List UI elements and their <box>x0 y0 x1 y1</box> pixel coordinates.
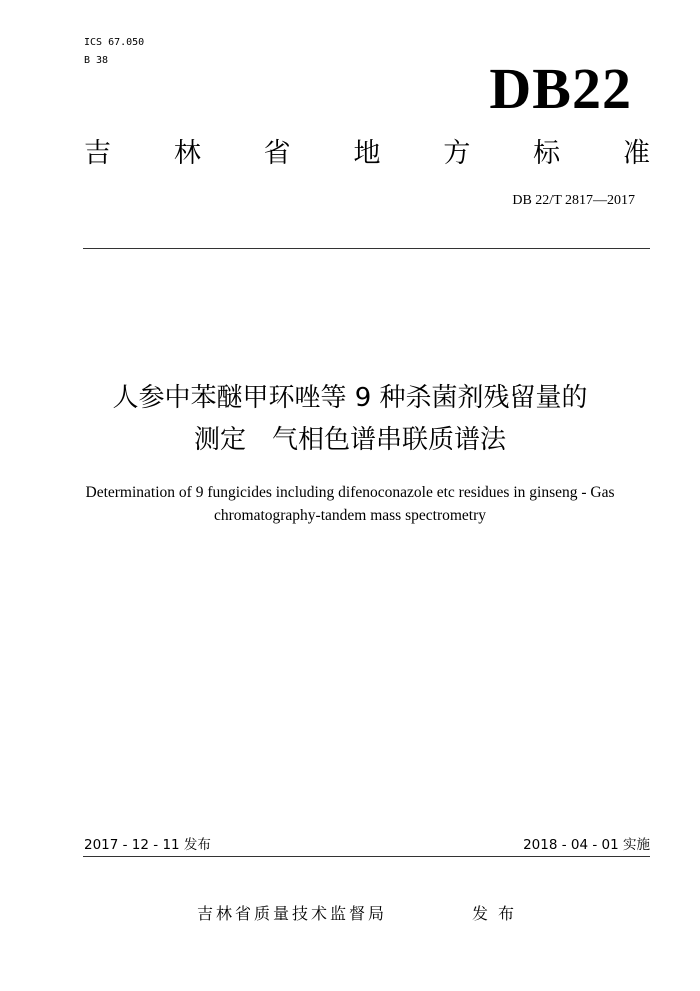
header-divider <box>83 248 650 249</box>
category-char: 林 <box>173 138 201 169</box>
date-divider <box>83 856 650 857</box>
chinese-title-line-1: 人参中苯醚甲环唑等 9 种杀菌剂残留量的 <box>112 383 588 413</box>
ccs-code: B 38 <box>84 55 109 66</box>
english-title-line-1: Determination of 9 fungicides including difenoconazole etc residues in ginseng - Gas <box>85 484 615 501</box>
issuing-authority: 吉林省质量技术监督局 <box>197 904 388 923</box>
category-char: 准 <box>622 138 650 169</box>
category-char: 吉 <box>84 138 111 169</box>
english-title-line-2: chromatography-tandem mass spectrometry <box>213 507 487 524</box>
category-char: 标 <box>533 138 561 169</box>
category-char: 省 <box>263 138 291 169</box>
category-char: 地 <box>353 138 381 169</box>
category-char: 方 <box>443 138 471 169</box>
db22-logo: DB22 <box>489 56 632 121</box>
ics-code: ICS 67.050 <box>84 37 145 48</box>
standard-number: DB 22/T 2817—2017 <box>512 193 635 208</box>
standard-category <box>84 137 650 171</box>
implementation-date: 2018 - 04 - 01 实施 <box>523 837 650 853</box>
issue-label: 发布 <box>472 904 525 923</box>
chinese-title-line-2: 测定 气相色谱串联质谱法 <box>193 425 506 455</box>
issue-date: 2017 - 12 - 11 发布 <box>84 837 211 853</box>
